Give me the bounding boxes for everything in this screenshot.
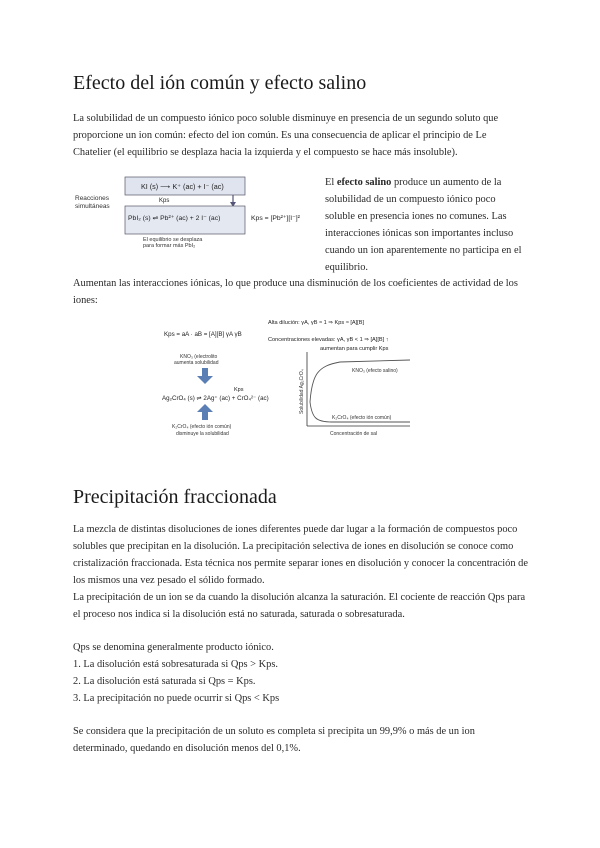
reaction-ki-text: KI (s) ⟶ K⁺ (ac) + I⁻ (ac): [141, 182, 224, 191]
salt-effect-line: cuando un ion aparentemente no participa en el: [325, 245, 522, 256]
diagram1-caption: El equilibrio se desplaza: [143, 237, 203, 243]
salt-effect-text: produce un aumento de la: [391, 177, 502, 188]
diagram1-caption: para formar más PbI₂: [143, 243, 196, 248]
plot-x-axis-label: Concentración de sal: [330, 431, 377, 437]
salt-effect-curve: [310, 360, 410, 402]
kps-activity-equation: Kps = aA · aB = [A][B] γA γB: [164, 331, 242, 338]
salt-effect-line: [325, 174, 535, 191]
activity-line: iones:: [73, 295, 98, 306]
kps-formula-1: Kps = [Pb²⁺][I⁻]²: [251, 215, 300, 222]
increase-note: aumentan para cumplir Kps: [320, 346, 389, 352]
common-ion-diagram: [73, 172, 325, 248]
arrow-up-head: [197, 404, 213, 412]
kno3-note: KNO₃ (electrolito: [180, 354, 218, 360]
activity-paragraph: [73, 275, 533, 309]
salt-effect-line: solubilidad de un compuesto iónico poco: [325, 194, 496, 205]
common-ion-curve-label: K₂CrO₄ (efecto ión común): [332, 415, 392, 421]
intro-line: La solubilidad de un compuesto iónico poco soluble disminuye en presencia de un segundo soluto que: [73, 113, 499, 124]
diagram1-left-label: simultáneas: [75, 203, 110, 210]
fractional-line: La mezcla de distintas disoluciones de iones diferentes puede dar lugar a la formación de compuestos poco: [73, 524, 518, 535]
ag2cro4-equilibrium: Ag₂CrO₄ (s) ⇌ 2Ag⁺ (ac) + CrO₄²⁻ (ac): [162, 395, 269, 402]
diagram1-left-label: Reacciones: [75, 195, 109, 202]
qps-line: 3. La precipitación no puede ocurrir si Qps < Kps: [73, 693, 280, 704]
final-line: Se considera que la precipitación de un soluto es completa si precipita un 99,9% o más de un ion: [73, 726, 475, 737]
salt-effect-line: interacciones iónicas son importantes incluso: [325, 228, 514, 239]
diagram2-kps-label: Kps: [234, 387, 244, 393]
salt-effect-line: soluble en presencia iones no comunes. Las: [325, 211, 507, 222]
qps-line: 2. La disolución está saturada si Qps = Kps.: [73, 676, 256, 687]
arrow-down-shaft: [202, 368, 208, 376]
plot-y-axis-label: Solubilidad Ag₂CrO₄: [299, 369, 305, 414]
high-concentration-note: Concentraciones elevadas: γA, γB < 1 ⇒ [A][B] ↑: [268, 337, 389, 343]
salt-effect-text: El: [325, 177, 337, 188]
activity-line: Aumentan las interacciones iónicas, lo que produce una disminución de los coeficientes de actividad de los: [73, 278, 518, 289]
intro-line: Chatelier (el equilibrio se desplaza hacia la izquierda y el compuesto se hace más insoluble).: [73, 147, 458, 158]
qps-line: 1. La disolución está sobresaturada si Qps > Kps.: [73, 659, 278, 670]
arrow-down-head: [197, 376, 213, 384]
dilution-note: Alta dilución: γA, γB ≈ 1 ⇒ Kps ≈ [A][B]: [268, 320, 365, 326]
kno3-note: aumenta solubilidad: [174, 360, 219, 366]
fractional-line: los mismos una vez pesado el sólido formado.: [73, 575, 265, 586]
salt-effect-term: efecto salino: [336, 177, 392, 188]
fractional-line: cristalización fraccionada. Esta técnica nos permite separar iones en disolución y conocer la concentración de: [73, 558, 528, 569]
section-title-common-ion: Efecto del ión común y efecto salino: [73, 72, 367, 94]
fractional-line: el proceso nos indica si la disolución está no saturada, saturada o sobresaturada.: [73, 609, 405, 620]
diagram1-kps-label: Kps: [159, 198, 170, 204]
salt-effect-curve-label: KNO₃ (efecto salino): [352, 368, 398, 374]
final-paragraph: [73, 723, 533, 757]
intro-paragraph: [73, 110, 533, 161]
salt-effect-diagram: [160, 314, 420, 444]
reaction-pbi2-text: PbI₂ (s) ⇌ Pb²⁺ (ac) + 2 I⁻ (ac): [128, 215, 221, 222]
fractional-line: La precipitación de un ion se da cuando la disolución alcanza la saturación. El cociente de reacción Qps para: [73, 592, 526, 603]
salt-effect-paragraph: [325, 174, 535, 276]
qps-line: Qps se denomina generalmente producto iónico.: [73, 642, 274, 653]
k2cro4-note: K₂CrO₄ (efecto ión común): [172, 424, 232, 430]
section-title-fractional-precipitation: Precipitación fraccionada: [73, 486, 277, 508]
salt-effect-line: equilibrio.: [325, 262, 368, 273]
intro-line: proporcione un ion común: efecto del ion común. Es una consecuencia de aplicar el principio de Le: [73, 130, 487, 141]
fractional-paragraph: [73, 521, 533, 623]
final-line: determinado, quedando en disolución menos del 0,1%.: [73, 743, 301, 754]
arrow-up-shaft: [202, 412, 208, 420]
fractional-line: solubles que precipitan en la disolución. La precipitación selectiva de iones en disolución se conoce como: [73, 541, 514, 552]
qps-list: [73, 639, 533, 707]
k2cro4-note: disminuye la solubilidad: [176, 431, 229, 437]
